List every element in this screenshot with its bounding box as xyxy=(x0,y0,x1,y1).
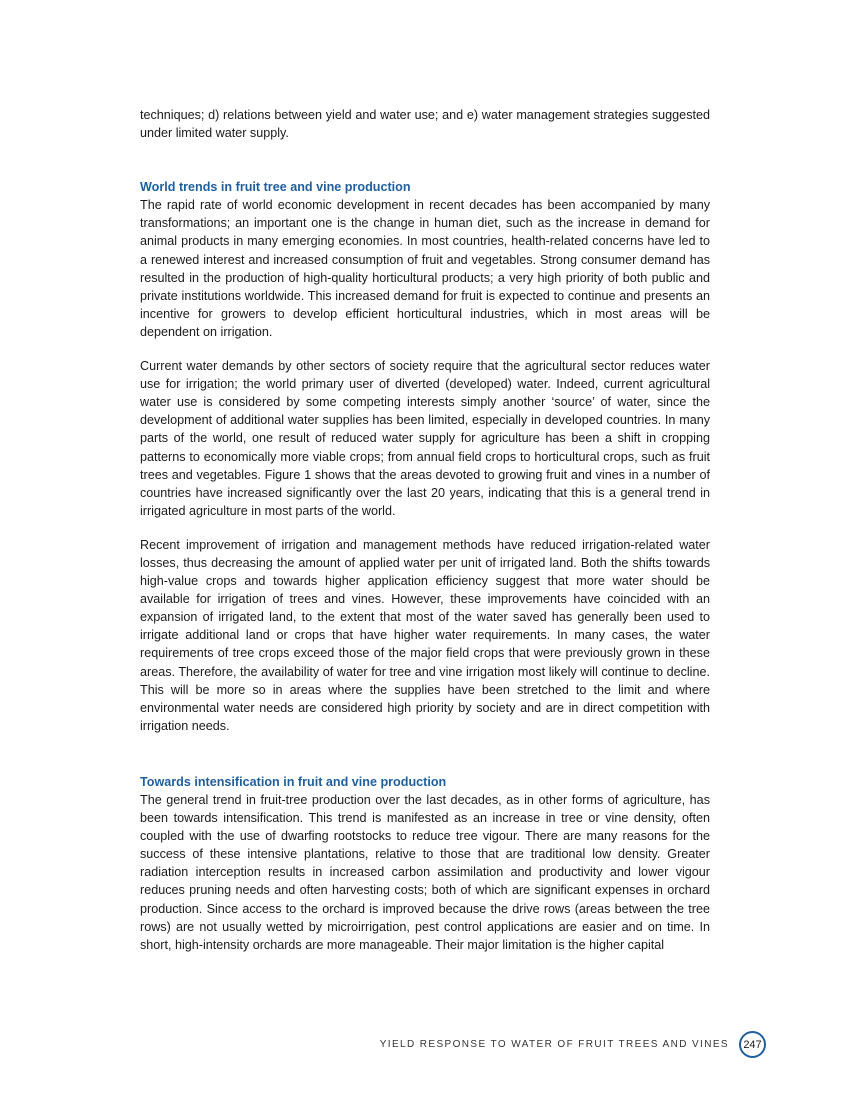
paragraph: Recent improvement of irrigation and management methods have reduced irrigation-related water losses, thus decreasing the amount of applied water per unit of irrigated land. Both the shifts towards high-value crops and towards higher application efficiency suggest that more water should be available for irrigation of trees and vines. However, these improvements have coincided with an expansion of irrigated land, to the extent that most of the water saved has generally been used to irrigate additional land or crops that have higher water requirements. In many cases, the water requirements of tree crops exceed those of the major field crops that were previously grown in these areas. Therefore, the availability of water for tree and vine irrigation most likely will continue to decline. This will be more so in areas where the supplies have been stretched to the limit and where environmental water needs are considered high priority by society and are in direct competition with irrigation needs. xyxy=(140,537,710,733)
paragraph: The general trend in fruit-tree production over the last decades, as in other forms of agriculture, has been towards intensification. This trend is manifested as an increase in tree or vine density, often coupled with the use of dwarfing rootstocks to reduce tree vigour. There are many reasons for the success of these intensive plantations, relative to those that are traditional low density. Greater radiation interception results in increased carbon assimilation and productivity and lower vigour reduces pruning needs and often harvesting costs; both of which are significant expenses in orchard production. Since access to the orchard is improved because the drive rows (areas between the tree rows) are not usually wetted by microirrigation, pest control applications are easier and on time. In short, high-intensity orchards are more manageable. Their major limitation is the higher capital xyxy=(140,793,710,952)
page-number-badge: 247 xyxy=(739,1031,766,1058)
page-footer xyxy=(380,1031,766,1058)
intro-paragraph: techniques; d) relations between yield and water use; and e) water management strategies suggested under limited water supply. xyxy=(140,108,710,141)
section-title-world-trends: World trends in fruit tree and vine production xyxy=(140,180,411,195)
paragraph: Current water demands by other sectors of society require that the agricultural sector reduces water use for irrigation; the world primary user of diverted (developed) water. Indeed, current agricultural water use is considered by some competing interests simply another ‘source’ of water, since the development of additional water supplies has been limited, especially in developed countries. In many parts of the world, one result of reduced water supply for agriculture has been a shift in cropping patterns to economically more viable crops; from annual field crops to horticultural crops, such as fruit trees and vegetables. Figure 1 shows that the areas devoted to growing fruit and vines in a number of countries have increased significantly over the last 20 years, indicating that this is a general trend in irrigated agriculture in most parts of the world. xyxy=(140,359,710,518)
section-title-intensification: Towards intensification in fruit and vine production xyxy=(140,774,447,789)
running-head: YIELD RESPONSE TO WATER OF FRUIT TREES AND VINES xyxy=(379,1039,729,1050)
paragraph: The rapid rate of world economic development in recent decades has been accompanied by many transformations; an important one is the change in human diet, such as the increase in demand for animal products in many emerging economies. In most countries, health-related concerns have led to a renewed interest and increased consumption of fruit and vegetables. Strong consumer demand has resulted in the production of high-quality horticultural products; a very high priority of both public and private institutions worldwide. This increased demand for fruit is expected to continue and presents an incentive for growers to develop efficient horticultural industries, which in most areas will be dependent on irrigation. xyxy=(140,198,710,339)
page-body xyxy=(140,106,710,954)
